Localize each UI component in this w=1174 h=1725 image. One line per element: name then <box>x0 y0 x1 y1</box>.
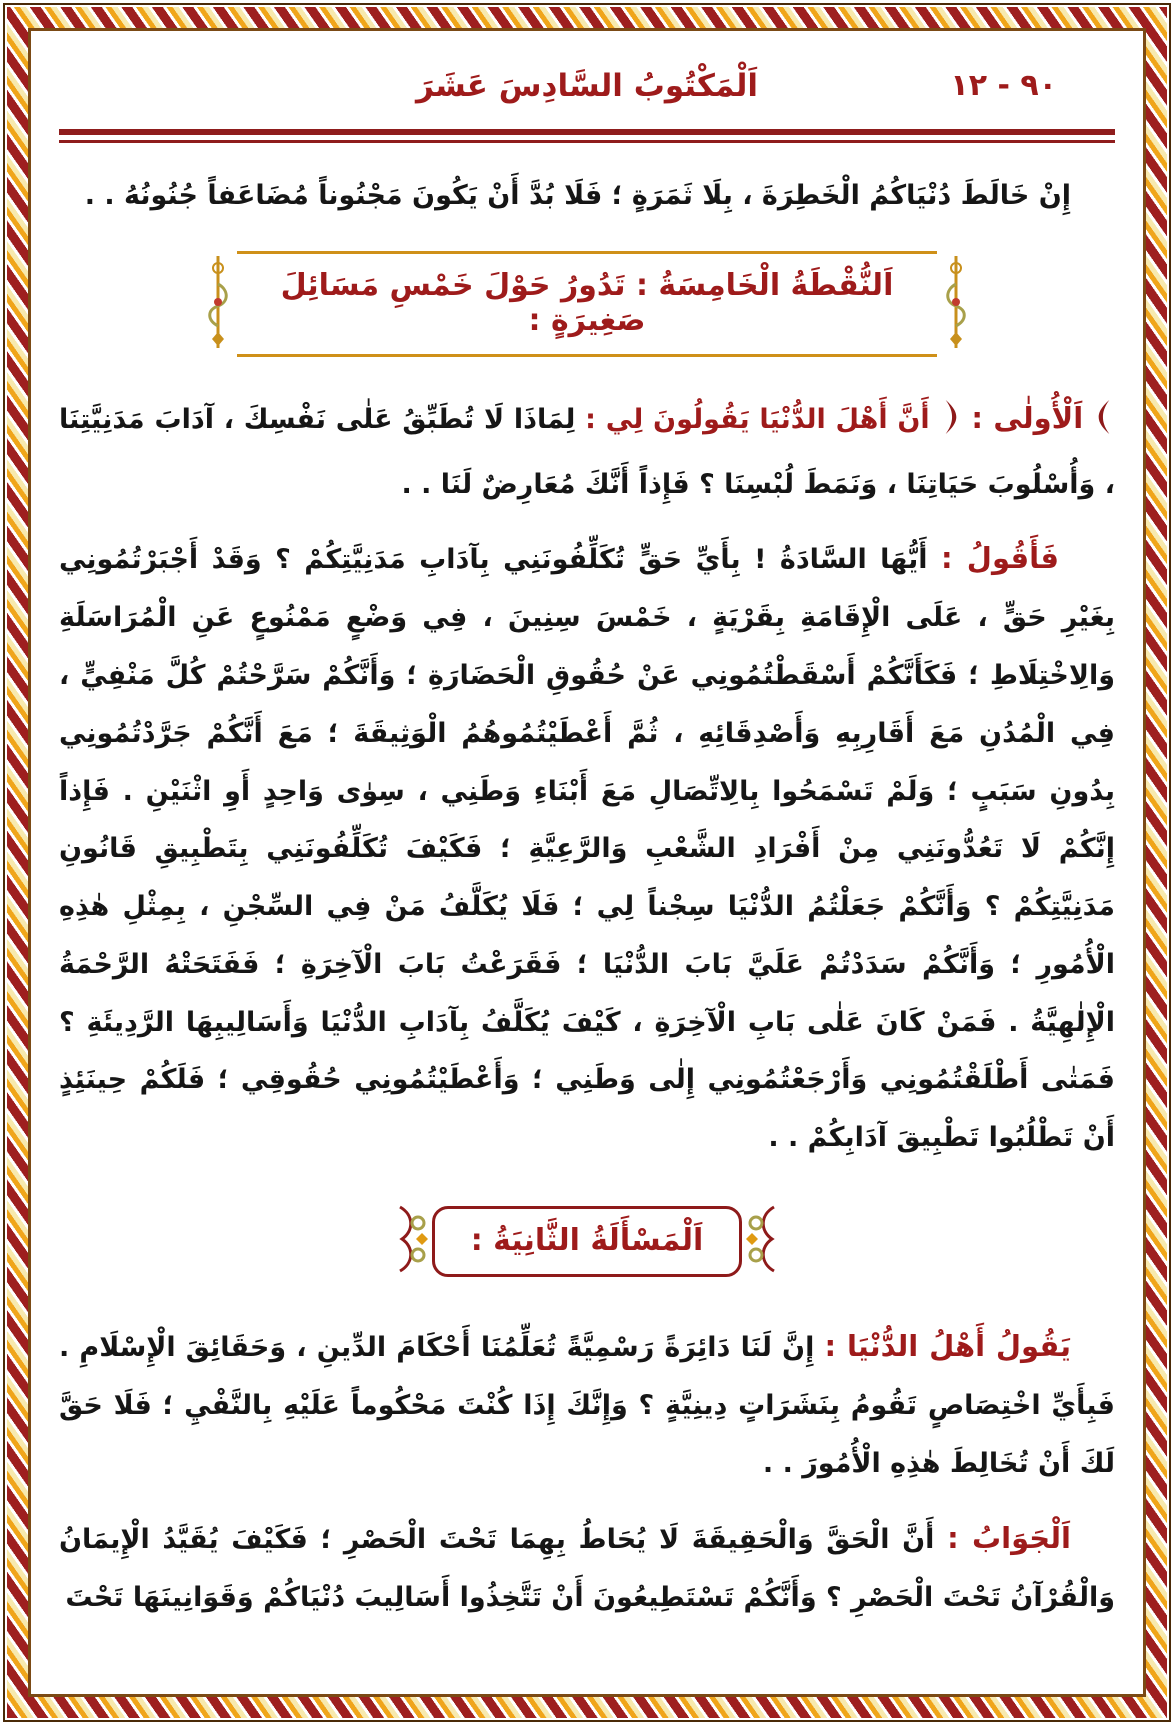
first-issue-text: لِمَاذَا لَا تُطَبِّقُ عَلٰى نَفْسِكَ ، آدَابَ مَدَنِيَّتِنَا ، وَأُسْلُوبَ حَيَاتِنَا ، وَنَمَطَ لُبْسِنَا ؟ فَإِذاً أَنَّكَ مُعَارِضٌ لَنَا . . <box>59 403 1115 500</box>
floral-ornament-icon <box>941 256 971 352</box>
answer-paragraph <box>59 1507 1115 1627</box>
page-content <box>33 33 1141 1692</box>
page-number: ٩٠ - ١٢ <box>950 68 1057 103</box>
answer-lead: اَلْجَوَابُ : <box>947 1520 1072 1555</box>
section2-heading: اَلْمَسْأَلَةُ الثَّانِيَةُ : <box>470 1222 704 1258</box>
intro-text: إِنْ خَالَطَ دُنْيَاكُمُ الْخَطِرَةَ ، بِلَا ثَمَرَةٍ ؛ فَلَا بُدَّ أَنْ يَكُونَ مَجْنُوناً مُضَاعَفاً جُنُونُهُ . . <box>84 180 1071 211</box>
floral-ornament-icon <box>396 1201 430 1281</box>
reply-lead: فَأَقُولُ : <box>941 541 1059 576</box>
ornate-bracket-open-icon <box>1096 398 1112 456</box>
page-header <box>59 51 1115 121</box>
intro-paragraph <box>59 167 1115 225</box>
second-issue-lead: يَقُولُ أَهْلُ الدُّنْيَا : <box>824 1329 1071 1363</box>
second-issue-text: إِنَّ لَنَا دَائِرَةً رَسْمِيَّةً تُعَلِّمُنَا أَحْكَامَ الدِّينِ ، وَحَقَائِقَ الْإِسْلَامِ . فَبِأَيِّ اخْتِصَاصٍ تَقُومُ بِنَشَرَاتٍ دِينِيَّةٍ ؟ وَإِنَّكَ إِذَا كُنْتَ مَحْكُوماً عَلَيْهِ بِالنَّفْيِ ؛ فَلَا حَقَّ لَكَ أَنْ تُخَالِطَ هٰذِهِ الْأُمُورَ . . <box>59 1332 1115 1479</box>
answer-text: أَنَّ الْحَقَّ وَالْحَقِيقَةَ لَا يُحَاطُ بِهِمَا تَحْتَ الْحَصْرِ ؛ فَكَيْفَ يُقَيَّدُ الْإِيمَانُ وَالْقُرْآنُ تَحْتَ الْحَصْرِ ؟ وَأَنَّكُمْ تَسْتَطِيعُونَ أَنْ تَتَّخِذُوا أَسَالِيبَ دُنْيَاكُمْ وَقَوَانِينَهَا تَحْتَ <box>59 1523 1115 1613</box>
ornate-bracket-close-icon <box>943 398 959 456</box>
first-issue-label: اَلْأُولٰى : <box>971 400 1084 435</box>
section1-heading-frame <box>237 251 937 357</box>
second-issue-paragraph <box>59 1315 1115 1493</box>
reply-paragraph <box>59 527 1115 1167</box>
first-issue-paragraph <box>59 387 1115 514</box>
section2-heading-frame <box>432 1206 743 1277</box>
floral-ornament-icon <box>203 256 233 352</box>
page-title: اَلْمَكْتُوبُ السَّادِسَ عَشَرَ <box>415 68 759 104</box>
first-issue-lead: أَنَّ أَهْلَ الدُّنْيَا يَقُولُونَ لِي : <box>585 403 930 435</box>
floral-ornament-icon <box>744 1201 778 1281</box>
section1-heading-box <box>203 251 971 357</box>
section2-heading-box <box>396 1201 779 1281</box>
section1-heading: اَلنُّقْطَةُ الْخَامِسَةُ : تَدُورُ حَوْلَ خَمْسِ مَسَائِلَ صَغِيرَةٍ : <box>280 267 894 338</box>
reply-text: أَيُّهَا السَّادَةُ ! بِأَيِّ حَقٍّ تُكَلِّفُونَنِي بِآدَابِ مَدَنِيَّتِكُمْ ؟ وَقَدْ أَجْبَرْتُمُونِي بِغَيْرِ حَقٍّ ، عَلَى الْإِقَامَةِ بِقَرْيَةٍ ، خَمْسَ سِنِينَ ، فِي وَضْعٍ مَمْنُوعٍ عَنِ الْمُرَاسَلَةِ وَالِاخْتِلَاطِ ؛ فَكَأَنَّكُمْ أَسْقَطْتُمُونِي عَنْ حُقُوقِ الْحَضَارَةِ ؛ وَأَنَّكُمْ سَرَّحْتُمْ كُلَّ مَنْفِيٍّ ، فِي الْمُدُنِ مَعَ أَقَارِبِهِ وَأَصْدِقَائِهِ ، ثُمَّ أَعْطَيْتُمُوهُمُ الْوَثِيقَةَ ؛ مَعَ أَنَّكُمْ جَرَّدْتُمُونِي بِدُونِ سَبَبٍ ؛ وَلَمْ تَسْمَحُوا بِالِاتِّصَالِ مَعَ أَبْنَاءِ وَطَنِي ، سِوٰى وَاحِدٍ أَوِ اثْنَيْنِ . فَإِذاً إِنَّكُمْ لَا تَعُدُّونَنِي مِنْ أَفْرَادِ الشَّعْبِ وَالرَّعِيَّةِ ؛ فَكَيْفَ تُكَلِّفُونَنِي بِتَطْبِيقِ قَانُونِ مَدَنِيَّتِكُمْ ؟ وَأَنَّكُمْ جَعَلْتُمُ الدُّنْيَا سِجْناً لِي ؛ فَلَا يُكَلَّفُ مَنْ فِي السِّجْنِ ، بِمِثْلِ هٰذِهِ الْأُمُورِ ؛ وَأَنَّكُمْ سَدَدْتُمْ عَلَيَّ بَابَ الدُّنْيَا ؛ فَقَرَعْتُ بَابَ الْآخِرَةِ ؛ فَفَتَحَتْهُ الرَّحْمَةُ الْإِلٰهِيَّةُ . فَمَنْ كَانَ عَلٰى بَابِ الْآخِرَةِ ، كَيْفَ يُكَلَّفُ بِآدَابِ الدُّنْيَا وَأَسَالِيبِهَا الرَّدِيئَةِ ؟ فَمَتٰى أَطْلَقْتُمُونِي وَأَرْجَعْتُمُونِي إِلٰى وَطَنِي ؛ وَأَعْطَيْتُمُونِي حُقُوقِي ؛ فَلَكُمْ حِينَئِذٍ أَنْ تَطْلُبُوا تَطْبِيقَ آدَابِكُمْ . . <box>59 544 1115 1154</box>
header-divider <box>59 129 1115 143</box>
